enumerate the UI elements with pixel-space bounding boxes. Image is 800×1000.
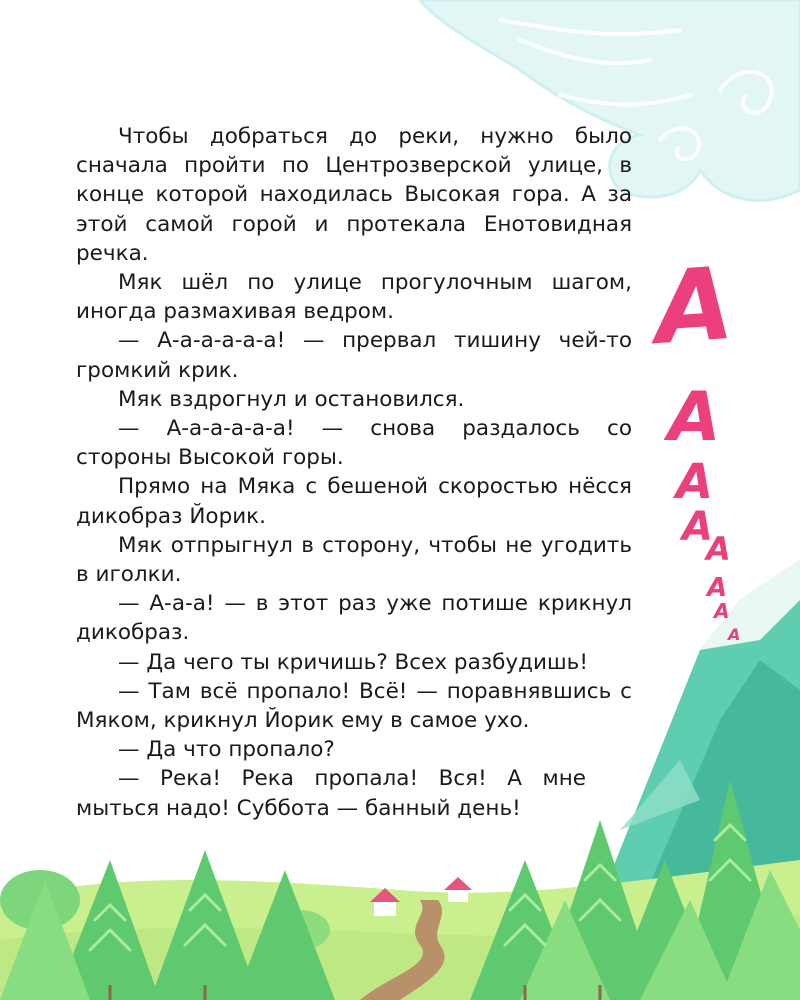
story-paragraph: Мяк вздрогнул и остановился. bbox=[118, 386, 465, 412]
story-text bbox=[76, 122, 632, 823]
story-paragraph: — Да что пропало? bbox=[118, 737, 335, 763]
story-paragraph: — А-а-а-а-а-а! — снова раздалось со стороны Высокой горы. bbox=[76, 416, 632, 471]
scream-letter: А bbox=[707, 573, 728, 603]
story-paragraph: Чтобы добраться до реки, нужно было сначала пройти по Центрозверской улице, в конце которой находилась Высокая гора. А за этой самой горой и протекала Енотовидная речка. bbox=[76, 124, 632, 266]
story-paragraph: Прямо на Мяка с бешеной скоростью нёсся дикобраз Йорик. bbox=[76, 474, 632, 529]
scream-letter: А bbox=[706, 530, 731, 568]
story-paragraph: Мяк шёл по улице прогулочным шагом, иногда размахивая ведром. bbox=[76, 270, 632, 325]
scream-letter: А bbox=[676, 454, 714, 510]
story-paragraph: Мяк отпрыгнул в сторону, чтобы не угодить в иголки. bbox=[76, 532, 632, 588]
story-paragraph: — Да чего ты кричишь? Всех разбудишь! bbox=[118, 649, 588, 675]
scream-letter: А bbox=[728, 625, 741, 644]
story-paragraph: — А-а-а! — в этот раз уже потише крикнул дикобраз. bbox=[76, 591, 632, 646]
scream-letter: А bbox=[682, 504, 713, 550]
story-paragraph: — Река! Река пропала! Вся! А мне мыться надо! Суббота — банный день! bbox=[76, 766, 586, 821]
story-paragraph: — А-а-а-а-а-а! — прервал тишину чей-то громкий крик. bbox=[76, 328, 632, 383]
scream-letter: А bbox=[714, 599, 730, 623]
scream-letter: А bbox=[651, 244, 737, 367]
scream-letter: А bbox=[668, 378, 721, 457]
story-paragraph: — Там всё пропало! Всё! — поравнявшись с Мяком, крикнул Йорик ему в самое ухо. bbox=[76, 678, 632, 734]
